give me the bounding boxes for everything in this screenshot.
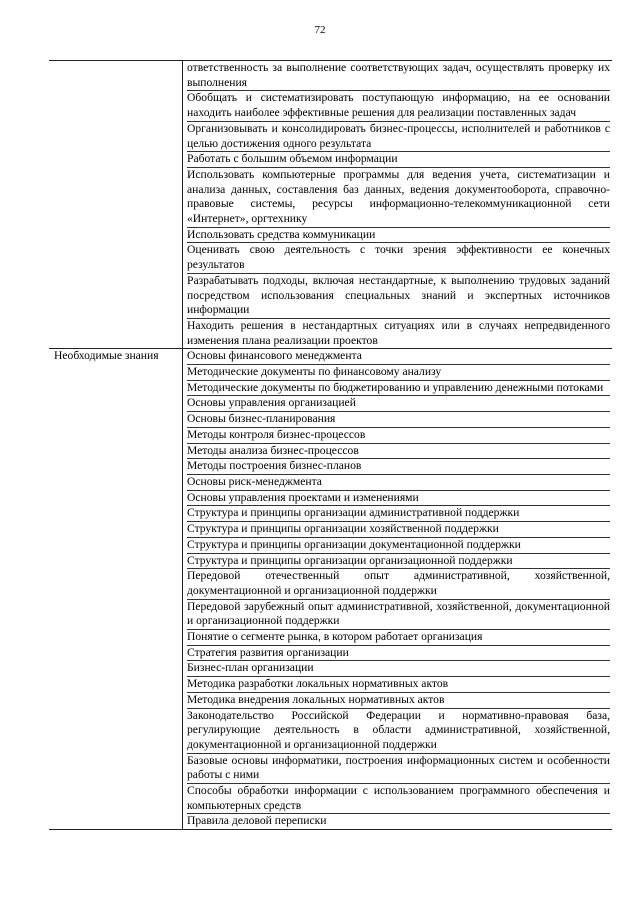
list-item: Основы управления организацией	[187, 396, 610, 412]
list-item: Структура и принципы организации организационной поддержки	[187, 554, 610, 570]
list-item: Передовой отечественный опыт административной, хозяйственной, документационной и организационной поддержки	[187, 569, 610, 599]
list-item: Обобщать и систематизировать поступающую информацию, на ее основании находить наиболее эффективные решения для реализации поставленных задач	[187, 91, 610, 121]
list-item: Оценивать свою деятельность с точки зрения эффективности ее конечных результатов	[187, 243, 610, 273]
list-item: Основы бизнес-планирования	[187, 412, 610, 428]
list-item: Основы управления проектами и изменениями	[187, 491, 610, 507]
list-item: Основы риск-менеджмента	[187, 475, 610, 491]
list-item: Законодательство Российской Федерации и нормативно-правовая база, регулирующие деятельность в области административной, хозяйственной, документационной и организационной поддержки	[187, 709, 610, 754]
row-label	[49, 61, 183, 348]
list-item: Организовывать и консолидировать бизнес-процессы, исполнителей и работников с целью достижения одного результата	[187, 122, 610, 152]
list-item: ответственность за выполнение соответствующих задач, осуществлять проверку их выполнения	[187, 61, 610, 91]
list-item: Работать с большим объемом информации	[187, 152, 610, 168]
list-item: Методические документы по бюджетированию и управлению денежными потоками	[187, 381, 610, 397]
list-item: Находить решения в нестандартных ситуациях или в случаях непредвиденного изменения плана реализации проектов	[187, 318, 610, 347]
knowledge-row	[49, 349, 612, 830]
page-number: 72	[314, 24, 326, 36]
list-item: Базовые основы информатики, построения информационных систем и особенности работы с ними	[187, 754, 610, 784]
list-item: Структура и принципы организации хозяйственной поддержки	[187, 522, 610, 538]
list-item: Разрабатывать подходы, включая нестандартные, к выполнению трудовых заданий посредством использования специальных знаний и экспертных источников информации	[187, 274, 610, 319]
list-item: Основы финансового менеджмента	[187, 349, 610, 365]
list-item: Структура и принципы организации административной поддержки	[187, 506, 610, 522]
list-item: Передовой зарубежный опыт административной, хозяйственной, документационной и организационной поддержки	[187, 600, 610, 630]
list-item: Правила деловой переписки	[187, 814, 327, 828]
row-items	[183, 349, 612, 829]
list-item: Понятие о сегменте рынка, в котором работает организация	[187, 630, 610, 646]
list-item: Методика разработки локальных нормативных актов	[187, 677, 610, 693]
list-item: Бизнес-план организации	[187, 661, 610, 677]
list-item: Использовать компьютерные программы для ведения учета, систематизации и анализа данных, составления баз данных, ведения документооборота, справочно-правовые системы, ресурсы информационно-телекоммуникационной сети «Интернет», оргтехнику	[187, 168, 610, 228]
list-item: Стратегия развития организации	[187, 646, 610, 662]
list-item: Методика внедрения локальных нормативных актов	[187, 693, 610, 709]
list-item: Структура и принципы организации документационной поддержки	[187, 538, 610, 554]
list-item: Методы построения бизнес-планов	[187, 459, 610, 475]
requirements-table	[49, 60, 612, 830]
list-item: Методические документы по финансовому анализу	[187, 365, 610, 381]
list-item: Использовать средства коммуникации	[187, 228, 610, 244]
row-label: Необходимые знания	[49, 349, 183, 829]
skills-row	[49, 61, 612, 349]
row-items	[183, 61, 612, 348]
list-item: Методы анализа бизнес-процессов	[187, 444, 610, 460]
list-item: Методы контроля бизнес-процессов	[187, 428, 610, 444]
list-item: Способы обработки информации с использованием программного обеспечения и компьютерных средств	[187, 784, 610, 814]
